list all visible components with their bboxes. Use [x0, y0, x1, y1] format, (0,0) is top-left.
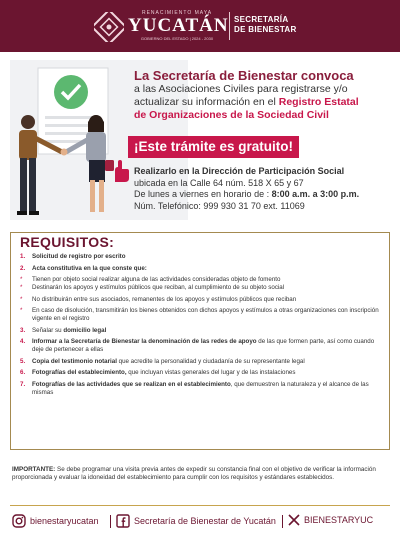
brand-tagline: RENACIMIENTO MAYA: [141, 10, 213, 16]
list-item: 5. Copia del testimonio notarial que acredite la personalidad y ciudadanía de su representante legal: [20, 357, 305, 365]
department-name: [234, 15, 297, 35]
office-info: [134, 166, 396, 212]
header-bar: [0, 0, 400, 52]
requirement-text: Destinarán los apoyos y estímulos públicos que reciban, al cumplimiento de su objeto social: [32, 284, 285, 291]
office-hours-time: 8:00 a.m. a 3:00 p.m.: [271, 189, 360, 199]
pointing-hand-icon: [111, 160, 131, 184]
requirement-text: [32, 369, 295, 377]
requirement-text: [32, 327, 106, 335]
facebook-icon: [116, 514, 130, 528]
important-label: IMPORTANTE:: [12, 466, 56, 473]
requirement-text: [32, 358, 305, 366]
requirement-text-bold: Fotografías del establecimiento,: [32, 369, 127, 376]
requirements-list: [20, 253, 382, 397]
header-divider: [229, 12, 230, 40]
office-hours: [134, 189, 396, 201]
yucatan-logo-icon: [94, 12, 124, 42]
requirement-text-bold: Informar a la Secretaría de Bienestar la denominación de las redes de apoyo: [32, 338, 257, 345]
list-item: * Tienen por objeto social realizar alguna de las actividades consideradas objeto de fomento: [20, 276, 281, 283]
requirement-text: [32, 381, 382, 397]
requirement-text: Acta constitutiva en la que conste que:: [32, 264, 147, 272]
office-address: ubicada en la Calle 64 núm. 518 X 65 y 67: [134, 177, 304, 188]
office-location: Realizarlo en la Dirección de Participación Social: [134, 166, 345, 176]
department-line-2: DE BIENESTAR: [234, 25, 297, 34]
list-item: 6. Fotografías del establecimiento, que incluyan vistas generales del lugar y de las instalaciones: [20, 369, 296, 376]
requirement-text-bold: Fotografías de las actividades que se realizan en el establecimiento: [32, 380, 231, 388]
requirement-text-bold: domicilio legal: [63, 326, 107, 334]
requirements-title: REQUISITOS:: [20, 234, 115, 250]
requirement-text-part: que acredite la personalidad y ciudadanía de su representante legal: [116, 357, 305, 365]
important-note: [12, 466, 388, 483]
list-item: * Destinarán los apoyos y estímulos públicos que reciban, al cumplimiento de su objeto social: [20, 284, 285, 291]
facebook-link[interactable]: [116, 514, 276, 528]
x-link[interactable]: [288, 514, 373, 526]
intro-title: La Secretaría de Bienestar convoca: [134, 68, 354, 83]
facebook-handle: Secretaría de Bienestar de Yucatán: [134, 516, 276, 526]
brand-subtitle: GOBIERNO DEL ESTADO | 2024 - 2030: [140, 36, 214, 41]
list-item: 2. Acta constitutiva en la que conste que:: [20, 264, 147, 272]
brand-block: [128, 10, 229, 41]
free-procedure-banner: ¡Este trámite es gratuito!: [128, 136, 299, 158]
footer-divider: [10, 505, 390, 506]
requirement-text-part: Señalar su: [32, 326, 64, 334]
footer-separator: [282, 515, 283, 528]
list-item: * No distribuirán entre sus asociados, remanentes de los apoyos y estímulos públicos que reciban: [20, 295, 297, 303]
intro-line-3-text: actualizar su información en el: [134, 96, 279, 108]
list-item: 7. Fotografías de las actividades que se realizan en el establecimiento, que demuestren la naturaleza y el alcance de las mismas: [20, 381, 382, 397]
registry-name-highlight: Registro Estatal: [278, 96, 359, 108]
list-item: 4. Informar a la Secretaría de Bienestar la denominación de las redes de apoyo de las que formen parte, así como cuando deje de pertenecer a ellas: [20, 338, 382, 354]
office-hours-label: De lunes a viernes en horario de :: [134, 189, 272, 199]
intro-line-3: [134, 96, 396, 109]
x-handle: BIENESTARYUC: [304, 515, 374, 525]
registry-name-highlight-2: de Organizaciones de la Sociedad Civil: [134, 109, 329, 121]
requirement-text-part: que incluyan vistas generales del lugar y de las instalaciones: [126, 369, 296, 376]
intro-line-2: a las Asociaciones Civiles para registrarse y/o: [134, 83, 348, 95]
requirement-text-part: de las que formen parte, así como cuando deje de pertenecer a ellas: [32, 338, 375, 353]
office-phone: Núm. Telefónico: 999 930 31 70 ext. 11069: [134, 200, 305, 211]
requirement-text: [32, 338, 382, 354]
instagram-handle: bienestaryucatan: [30, 516, 99, 526]
footer-separator: [110, 515, 111, 528]
department-line-1: SECRETARÍA: [234, 15, 289, 24]
requirement-text: En caso de disolución, transmitirán los bienes obtenidos con dichos apoyos y estímulos a otras organizaciones con inscripción vigente en el registro: [32, 307, 379, 322]
requirement-text-bold: Copia del testimonio notarial: [32, 357, 117, 365]
list-item: * En caso de disolución, transmitirán los bienes obtenidos con dichos apoyos y estímulos a otras organizaciones con inscripción vigente en el registro: [20, 307, 382, 323]
handshake-illustration-icon: [10, 60, 135, 225]
important-text: Se debe programar una visita previa antes de expedir su constancia final con el objetivo de verificar la información proporcionada y evaluar la idoneidad del establecimiento para cumplir con los requisitos y estándares establecidos.: [12, 466, 376, 482]
x-logo-icon: [288, 514, 300, 526]
requirement-text: Solicitud de registro por escrito: [32, 253, 126, 260]
instagram-link[interactable]: [12, 514, 99, 528]
list-item: 3. Señalar su domicilio legal: [20, 326, 107, 334]
requirement-text: No distribuirán entre sus asociados, remanentes de los apoyos y estímulos públicos que reciban: [32, 295, 297, 303]
requirement-text-part: , que demuestren la naturaleza y el alcance de las mismas: [32, 380, 369, 396]
social-footer: [10, 512, 390, 532]
intro-text: [134, 68, 396, 122]
brand-name: YUCATÁN: [128, 15, 229, 36]
requirement-text: Tienen por objeto social realizar alguna de las actividades consideradas objeto de fomento: [32, 276, 281, 283]
list-item: 1. Solicitud de registro por escrito: [20, 253, 126, 260]
instagram-icon: [12, 514, 26, 528]
